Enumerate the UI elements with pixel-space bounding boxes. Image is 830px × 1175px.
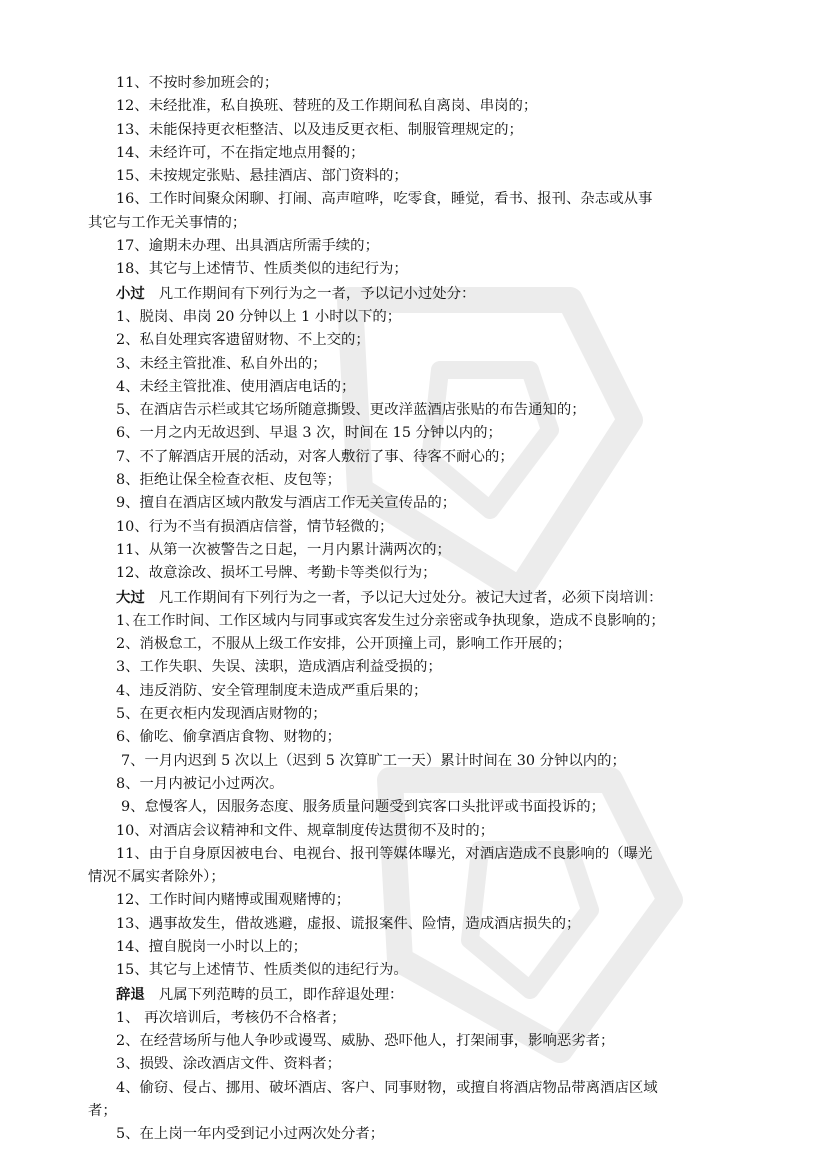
rule-line: 17、逾期未办理、出具酒店所需手续的；: [116, 238, 379, 255]
rule-line: 12、未经批准，私自换班、替班的及工作期间私自离岗、串岗的；: [116, 98, 538, 115]
major-item: 2、消极怠工，不服从上级工作安排，公开顶撞上司，影响工作开展的；: [116, 636, 572, 653]
minor-item: 5、在酒店告示栏或其它场所随意撕毁、更改洋蓝酒店张贴的布告通知的；: [116, 402, 586, 419]
major-item: 1､在工作时间、工作区域内与同事或宾客发生过分亲密或争执现象，造成不良影响的；: [116, 612, 665, 629]
major-item: 11、由于自身原因被电台、电视台、报刊等媒体曝光，对酒店造成不良影响的（曝光: [116, 845, 653, 862]
rule-line: 13、未能保持更衣柜整洁、以及违反更衣柜、制服管理规定的；: [116, 121, 523, 138]
dismissal-item: 2、在经营场所与他人争吵或谩骂、威胁、恐吓他人，打架闹事，影响恶劣者；: [116, 1033, 615, 1050]
minor-item: 12、故意涂改、损坏工号牌、考勤卡等类似行为；: [116, 565, 437, 582]
major-item: 15、其它与上述情节、性质类似的违纪行为。: [116, 962, 408, 979]
rule-line: 18、其它与上述情节、性质类似的违纪行为；: [116, 261, 408, 278]
major-item: 10、对酒店会议精神和文件、规章制度传达贯彻不及时的；: [116, 822, 495, 839]
major-item: 12、工作时间内赌博或围观赌博的；: [116, 892, 351, 909]
minor-offense-title: 小过: [116, 284, 145, 302]
minor-offense-intro: 凡工作期间有下列行为之一者，予以记小过处分：: [158, 285, 476, 302]
minor-item: 11、从第一次被警告之日起，一月内累计满两次的；: [116, 541, 451, 558]
dismissal-item: 5、在上岗一年内受到记小过两次处分者；: [116, 1126, 385, 1143]
major-item: 7、一月内迟到 5 次以上（迟到 5 次算旷工一天）累计时间在 30 分钟以内的；: [121, 752, 626, 769]
dismissal-item: 3、损毁、涂改酒店文件、资料者；: [116, 1056, 342, 1073]
major-item: 14、擅自脱岗一小时以上的；: [116, 938, 307, 955]
document-page: [88, 72, 743, 1147]
minor-item: 8、拒绝让保全检查衣柜、皮包等；: [116, 472, 342, 489]
rule-line: 11、不按时参加班会的；: [116, 75, 279, 91]
major-offense-title: 大过: [116, 588, 145, 606]
dismissal-heading: [88, 983, 743, 1007]
major-offense-heading: [88, 586, 743, 610]
dismissal-title: 辞退: [116, 985, 145, 1003]
rule-line: 16、工作时间聚众闲聊、打闹、高声喧哗，吃零食，睡觉，看书、报刊、杂志或从事: [116, 191, 653, 208]
minor-item: 4、未经主管批准、使用酒店电话的；: [116, 378, 356, 395]
dismissal-intro: 凡属下列范畴的员工，即作辞退处理：: [158, 986, 404, 1003]
major-item: 5、在更衣柜内发现酒店财物的；: [116, 706, 327, 723]
major-item: 13、遇事故发生，借故逃避，虚报、谎报案件、险情，造成酒店损失的；: [116, 915, 581, 932]
minor-item: 2、私自处理宾客遗留财物、不上交的；: [116, 332, 370, 349]
dismissal-item: 1、 再次培训后，考核仍不合格者；: [116, 1009, 346, 1026]
minor-item: 9、擅自在酒店区域内散发与酒店工作无关宣传品的；: [116, 495, 457, 512]
rule-line: 15、未按规定张贴、悬挂酒店、部门资料的；: [116, 168, 408, 185]
major-item-continuation: 情况不属实者除外）；: [88, 869, 225, 886]
rule-line: 14、未经许可，不在指定地点用餐的；: [116, 144, 365, 161]
major-item: 4、违反消防、安全管理制度未造成严重后果的；: [116, 682, 428, 699]
major-offense-intro: 凡工作期间有下列行为之一者，予以记大过处分。被记大过者，必须下岗培训：: [158, 589, 663, 606]
minor-item: 7、不了解酒店开展的活动，对客人敷衍了事、待客不耐心的；: [116, 448, 514, 465]
dismissal-item: 4、偷窃、侵占、挪用、破坏酒店、客户、同事财物，或擅自将酒店物品带离酒店区域: [116, 1079, 658, 1096]
minor-item: 1、脱岗、串岗 20 分钟以上 1 小时以下的；: [116, 308, 402, 325]
major-item: 8、一月内被记小过两次。: [116, 775, 284, 792]
major-item: 9、怠慢客人，因服务态度、服务质量问题受到宾客口头批评或书面投诉的；: [121, 799, 606, 816]
minor-item: 3、未经主管批准、私自外出的；: [116, 355, 327, 372]
minor-item: 10、行为不当有损酒店信誉，情节轻微的；: [116, 518, 394, 535]
rule-line-continuation: 其它与工作无关事情的；: [88, 214, 247, 231]
major-item: 3、工作失职、失误、渎职，造成酒店利益受损的；: [116, 659, 442, 676]
minor-offense-heading: [88, 282, 743, 306]
dismissal-item-continuation: 者；: [88, 1103, 117, 1120]
minor-item: 6、一月之内无故迟到、早退 3 次，时间在 15 分钟以内的；: [116, 425, 502, 442]
major-item: 6、偷吃、偷拿酒店食物、财物的；: [116, 729, 342, 746]
